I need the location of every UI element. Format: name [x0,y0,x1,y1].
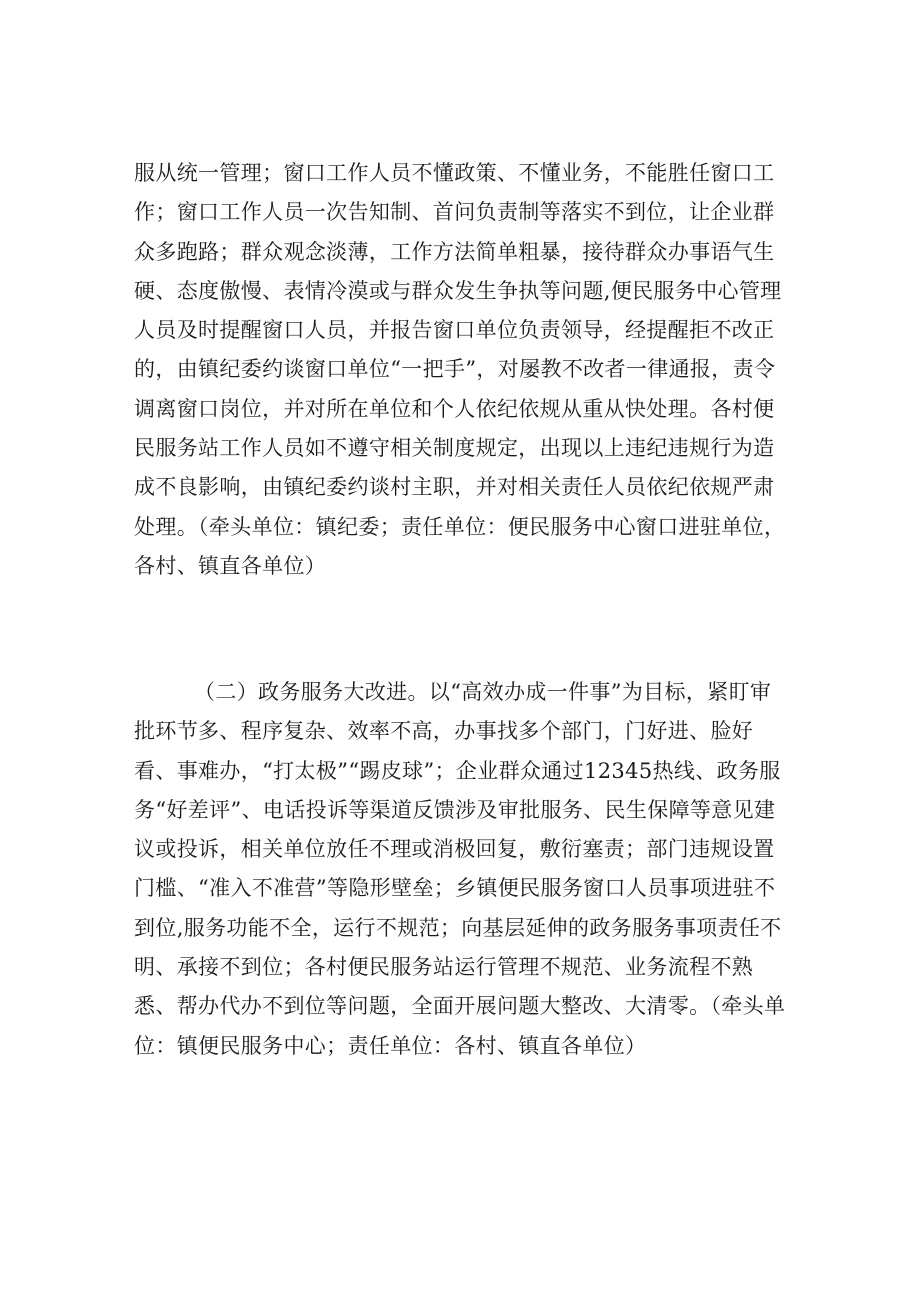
body-paragraph-2: （二）政务服务大改进。以“高效办成一件事”为目标，紧盯审批环节多、程序复杂、效率不高，办事找多个部门，门好进、脸好看、事难办，“打太极”“踢皮球”；企业群众通过12345热线、政务服务“好差评”、电话投诉等渠道反馈涉及审批服务、民生保障等意见建议或投诉，相关单位放任不理或消极回复，敷衍塞责；部门违规设置门槛、“准入不准营”等隐形壁垒；乡镇便民服务窗口人员事项进驻不到位,服务功能不全，运行不规范；向基层延伸的政务服务事项责任不明、承接不到位；各村便民服务站运行管理不规范、业务流程不熟悉、帮办代办不到位等问题，全面开展问题大整改、大清零。（牵头单位：镇便民服务中心；责任单位：各村、镇直各单位） [134,680,786,1058]
body-paragraph-1: 服从统一管理；窗口工作人员不懂政策、不懂业务，不能胜任窗口工作；窗口工作人员一次告知制、首问负责制等落实不到位，让企业群众多跑路；群众观念淡薄，工作方法简单粗暴，接待群众办事语气生硬、态度傲慢、表情冷漠或与群众发生争执等问题,便民服务中心管理人员及时提醒窗口人员，并报告窗口单位负责领导，经提醒拒不改正的，由镇纪委约谈窗口单位“一把手”，对屡教不改者一律通报，责令调离窗口岗位，并对所在单位和个人依纪依规从重从快处理。各村便民服务站工作人员如不遵守相关制度规定，出现以上违纪违规行为造成不良影响，由镇纪委约谈村主职，并对相关责任人员依纪依规严肃处理。（牵头单位：镇纪委；责任单位：便民服务中心窗口进驻单位，各村、镇直各单位） [134,161,786,578]
